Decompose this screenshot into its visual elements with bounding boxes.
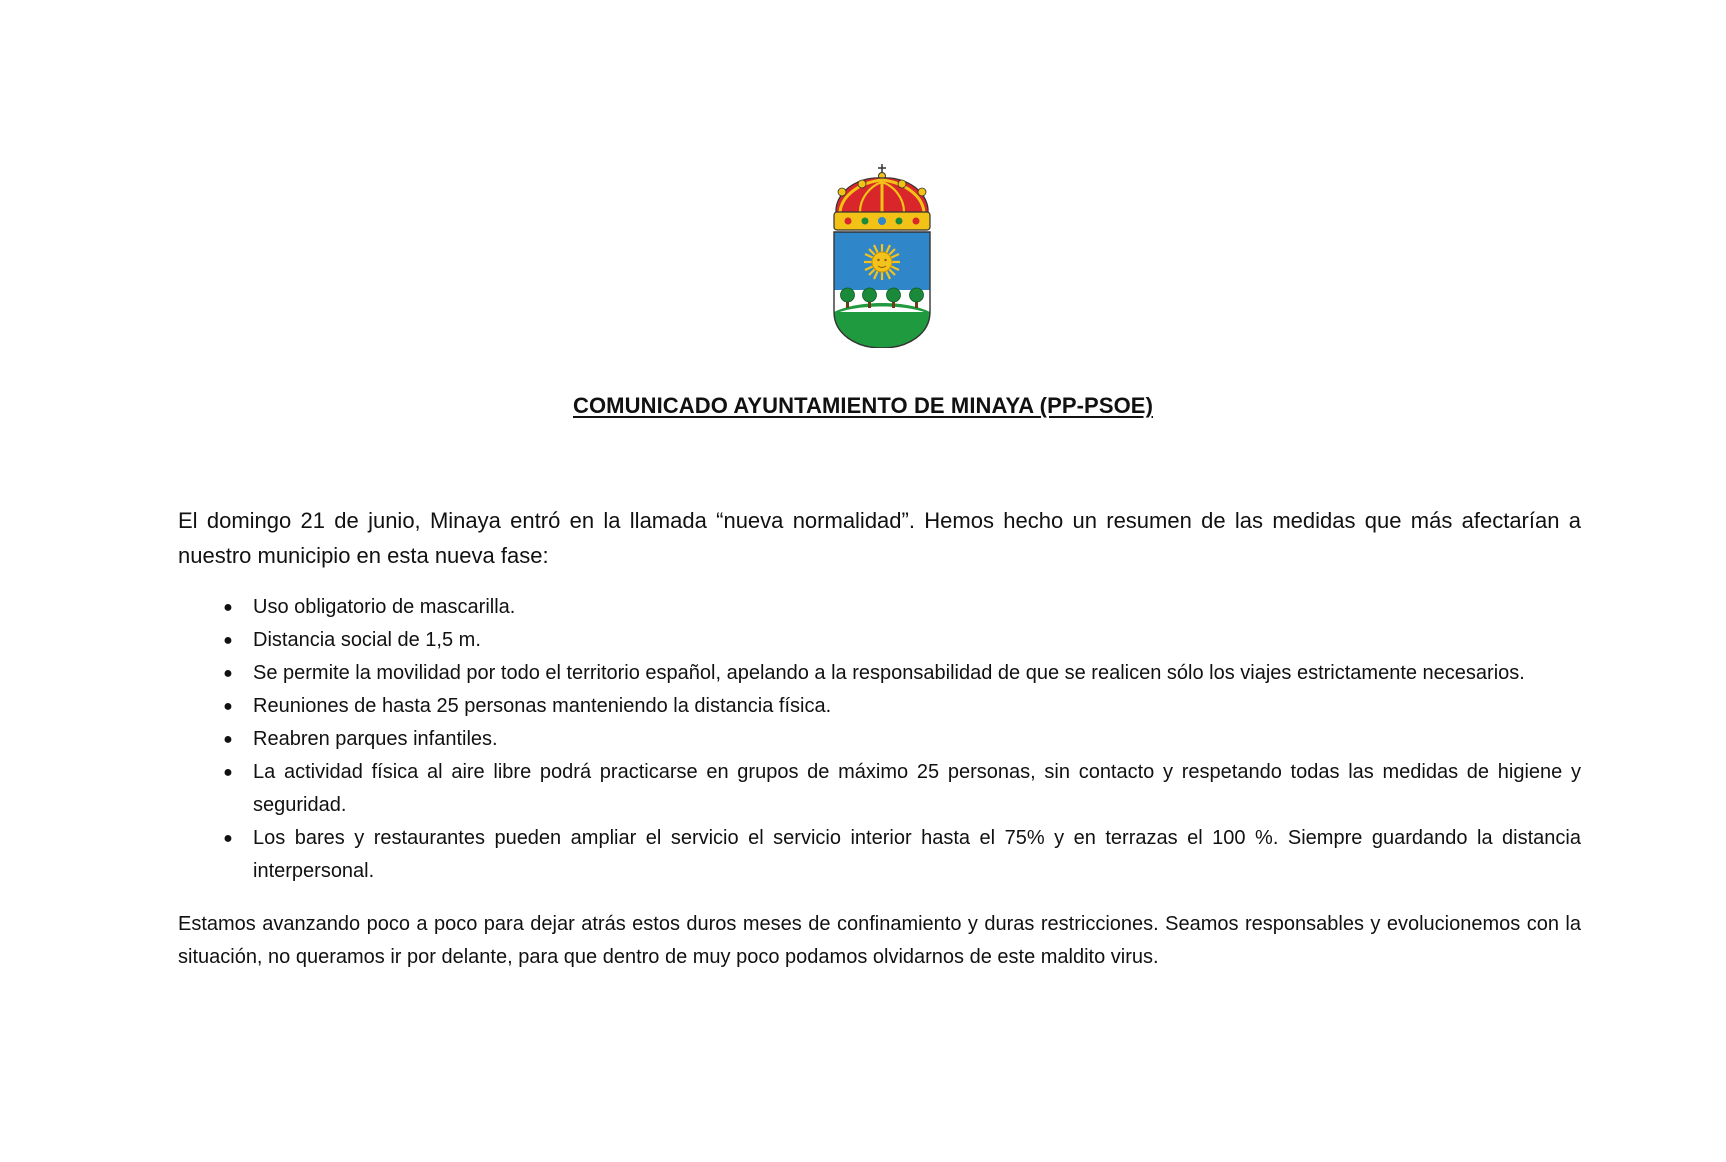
bullet-icon: ● <box>223 599 233 616</box>
measure-text: Uso obligatorio de mascarilla. <box>253 596 516 618</box>
list-item <box>178 822 1581 888</box>
bullet-icon: ● <box>223 764 233 781</box>
measure-text: Reuniones de hasta 25 personas manteniendo la distancia física. <box>253 695 832 717</box>
bullet-icon: ● <box>223 632 233 649</box>
list-item <box>178 657 1581 690</box>
bullet-icon: ● <box>223 665 233 682</box>
list-item <box>178 690 1581 723</box>
bullet-icon: ● <box>223 830 233 847</box>
crown-icon <box>834 164 930 230</box>
measures-list <box>178 591 1581 888</box>
list-item <box>178 624 1581 657</box>
measure-text: Se permite la movilidad por todo el territorio español, apelando a la responsabilidad de que se realicen sólo los viajes estrictamente necesarios. <box>253 662 1525 684</box>
measure-text: La actividad física al aire libre podrá practicarse en grupos de máximo 25 personas, sin contacto y respetando todas las medidas de higiene y seguridad. <box>253 761 1581 816</box>
sun-icon <box>864 244 900 280</box>
coat-of-arms-icon <box>828 162 936 348</box>
measure-text: Los bares y restaurantes pueden ampliar el servicio el servicio interior hasta el 75% y en terrazas el 100 %. Siempre guardando la distancia interpersonal. <box>253 827 1581 882</box>
closing-paragraph: Estamos avanzando poco a poco para dejar atrás estos duros meses de confinamiento y duras restricciones. Seamos responsables y evolucionemos con la situación, no queramos ir por delante, para que dentro de muy poco podamos olvidarnos de este maldito virus. <box>178 913 1581 968</box>
bullet-icon: ● <box>223 731 233 748</box>
list-item <box>178 723 1581 756</box>
bullet-icon: ● <box>223 698 233 715</box>
list-item <box>178 591 1581 624</box>
document-title: COMUNICADO AYUNTAMIENTO DE MINAYA (PP-PSOE) <box>572 393 1154 418</box>
list-item <box>178 756 1581 822</box>
measure-text: Reabren parques infantiles. <box>253 728 498 750</box>
intro-paragraph: El domingo 21 de junio, Minaya entró en la llamada “nueva normalidad”. Hemos hecho un resumen de las medidas que más afectarían a nuestro municipio en esta nueva fase: <box>178 508 1581 568</box>
document-body <box>178 503 1581 974</box>
measure-text: Distancia social de 1,5 m. <box>253 629 481 651</box>
